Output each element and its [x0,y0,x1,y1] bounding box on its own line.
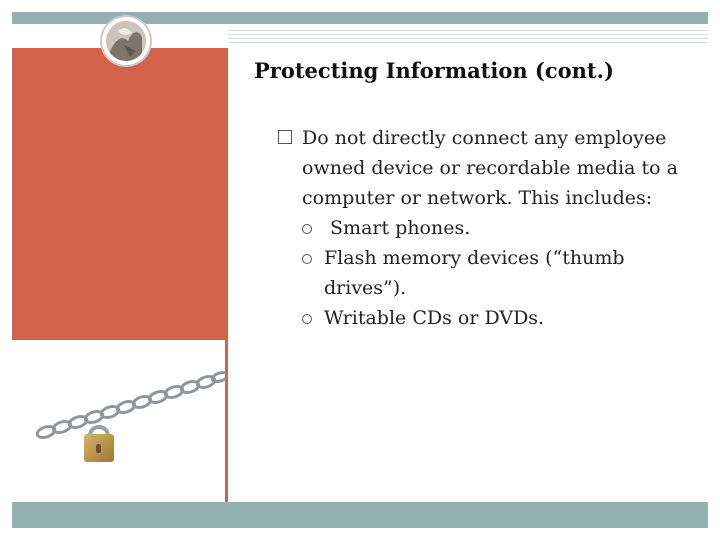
bottom-decor-bar [12,502,708,528]
slide-title: Protecting Information (cont.) [254,58,614,83]
sub-bullet-text: Writable CDs or DVDs. [324,307,545,329]
slide-body [278,123,698,333]
top-decor-lines [228,28,708,48]
circle-bullet-icon [302,314,312,324]
bullet-text: Do not directly connect any employee owned device or recordable media to a computer or network. This includes: [302,127,678,209]
circle-bullet-icon [302,224,312,234]
bullet-item [278,123,698,213]
square-bullet-icon [278,130,292,144]
chain-lock-image [36,370,226,480]
sub-bullet-text: Flash memory devices (“thumb drives”). [324,247,625,299]
sub-bullet-item [300,303,698,333]
sub-bullet-item [300,213,698,243]
sub-bullet-list [300,213,698,333]
left-accent-panel [12,48,228,340]
circle-bullet-icon [302,254,312,264]
sub-bullet-item [300,243,698,303]
slide-emblem [102,17,150,65]
emblem-image [106,21,146,61]
sub-bullet-text: Smart phones. [324,217,471,239]
